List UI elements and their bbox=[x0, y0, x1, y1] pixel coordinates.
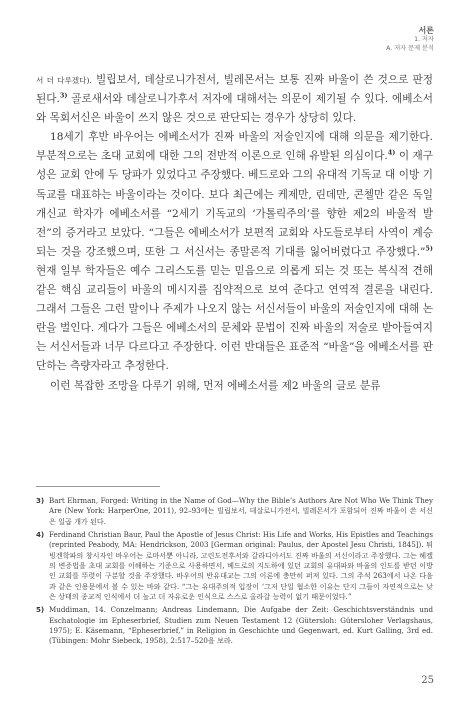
paragraph-1 bbox=[36, 71, 433, 128]
footnote-number: 4) bbox=[36, 530, 45, 540]
footnote-text: Muddiman, 14. Conzelmann; Andreas Lindemann, Die Aufgabe der Zeit: Geschichtsverständnis und Eschatologie im Epheserbrief, Studien zum Neuen Testament 12 (Gütersloh: Gütersloher Verlagshaus, 1975); E. Käsemann, “Epheserbrief,” in Religion in Geschichte und Gegenwart, ed. Kurt Galling, 3rd ed. (Tübingen: Mohr Siebeck, 1958), 2:517–520을 보라. bbox=[49, 605, 433, 646]
footnote-item bbox=[36, 496, 433, 527]
running-header bbox=[386, 26, 434, 53]
chapter-title: 서론 bbox=[418, 26, 434, 35]
footnote-ref-4[interactable]: 4) bbox=[387, 148, 396, 157]
section-label: 1. 저자 bbox=[414, 36, 434, 43]
paragraph-text: 18세기 후반 바우어는 에베소서가 진짜 바울의 저술인지에 대해 의문을 제기한다. 부분적으로는 초대 교회에 대한 그의 전반적 이론으로 인해 유발된 의심이다. bbox=[36, 131, 433, 163]
footnote-item bbox=[36, 605, 433, 646]
footnote-number: 3) bbox=[36, 496, 45, 505]
paragraph-text: 현재 일부 학자들은 예수 그리스도를 믿는 믿음으로 의롭게 되는 것 또는 복식적 견해 같은 핵심 교리들이 바울의 메시지를 집약적으로 보여 준다고 연역적 결론을 내린다. 그래서 그들은 그런 말이나 주제가 나오지 않는 서신서들이 바울의 저술인지에 대해 논란을 벌인다. 게다가 그들은 에베소서의 문체와 문법이 진짜 바울의 저술로 받아들여지는 서신서들과 너무 다르다고 주장한다. 이런 반대들은 표준적 “바울”을 에베소서를 판단하는 측량자라고 추정한다. bbox=[36, 264, 433, 373]
footnote-divider bbox=[36, 486, 160, 487]
main-text bbox=[36, 71, 433, 396]
footnote-ref-5[interactable]: 5) bbox=[425, 244, 433, 253]
footnote-ref-3[interactable]: 3) bbox=[59, 91, 68, 100]
page-number: 25 bbox=[421, 675, 434, 686]
footnote-number: 5) bbox=[36, 605, 45, 615]
paragraph-lead: 서 더 다루겠다). bbox=[36, 76, 92, 85]
footnotes bbox=[36, 496, 433, 650]
paragraph-text: 빌립보서, 데살로니가전서, 빌레몬서는 보통 진짜 바울이 쓴 것으로 판정된다. bbox=[36, 74, 433, 106]
footnote-text: Bart Ehrman, Forged: Writing in the Name of God—Why the Bible’s Authors Are Not Who We Think They Are (New York: HarperOne, 2011), 92–93에는 빌립보서, 데살로니가전서, 빌레몬서가 포함되어 진짜 바울이 쓴 서신은 일곱 개가 된다. bbox=[49, 496, 433, 526]
paragraph-2 bbox=[36, 128, 433, 376]
paragraph-text: 이 재구성은 교회 안에 두 당파가 있었다고 주장했다. 베드로와 그의 유대적 기독교 대 이방 기독교를 대표하는 바울이라는 것이다. 보다 최근에는 케제만, 린데만, 콘첼만 같은 독일 개신교 학자가 에베소서를 “2세기 기독교의 ‘가톨릭주의’를 향한 제2의 바울적 발전”의 증거라고 보았다. “그들은 에베소서가 보편적 교회와 사도들로부터 사역이 계승되는 것을 강조했으며, 또한 그 서신서는 종말론적 기대를 잃어버렸다고 주장했다.” bbox=[36, 150, 433, 258]
footnote-text: Ferdinand Christian Baur, Paul the Apostle of Jesus Christ: His Life and Works, His Epistles and Teachings (reprinted Peabody, MA: Hendrickson, 2003 [German original: Paulus, der Apostel Jesu Christi, 1845]). 튀빙겐학파의 창시자인 바우어는 로마서뿐 아니라, 고린도전후서와 갈라디아서도 진짜 바울의 서신이라고 주장했다. 그는 헤겔의 변증법을 초대 교회를 이해하는 기준으로 사용하면서, 베드로의 지도하에 있던 교회의 유대파와 바울의 인도를 받던 이방인 교회를 뚜렷이 구분할 것을 주장했다. 바우어의 반유대교는 그의 이론에 충만히 퍼져 있다. 그의 주석 263에서 나온 다음과 같은 인용문에서 볼 수 있는 바와 같다. “그는 유대주의적 입장이 ‘그저 단일 협소한 이유는 단지 그들이 자연적으로는 낮은 상태의 종교적 인식에서 더 높고 더 자유로운 인식으로 스스로 올라갈 능력이 없기 때문이었다.” bbox=[49, 530, 433, 602]
paragraph-3: 이런 복잡한 조망을 다루기 위해, 먼저 에베소서를 제2 바울의 글로 분류 bbox=[50, 379, 381, 392]
subsection-label: A. 저자 문제 분석 bbox=[386, 44, 434, 52]
paragraph-text: 골로새서와 데살로니가후서 저자에 대해서는 의문이 제기될 수 있다. 에베소서와 목회서신은 바울이 쓰지 않은 것으로 판단되는 경우가 상당히 있다. bbox=[36, 93, 433, 125]
footnote-item bbox=[36, 530, 433, 602]
